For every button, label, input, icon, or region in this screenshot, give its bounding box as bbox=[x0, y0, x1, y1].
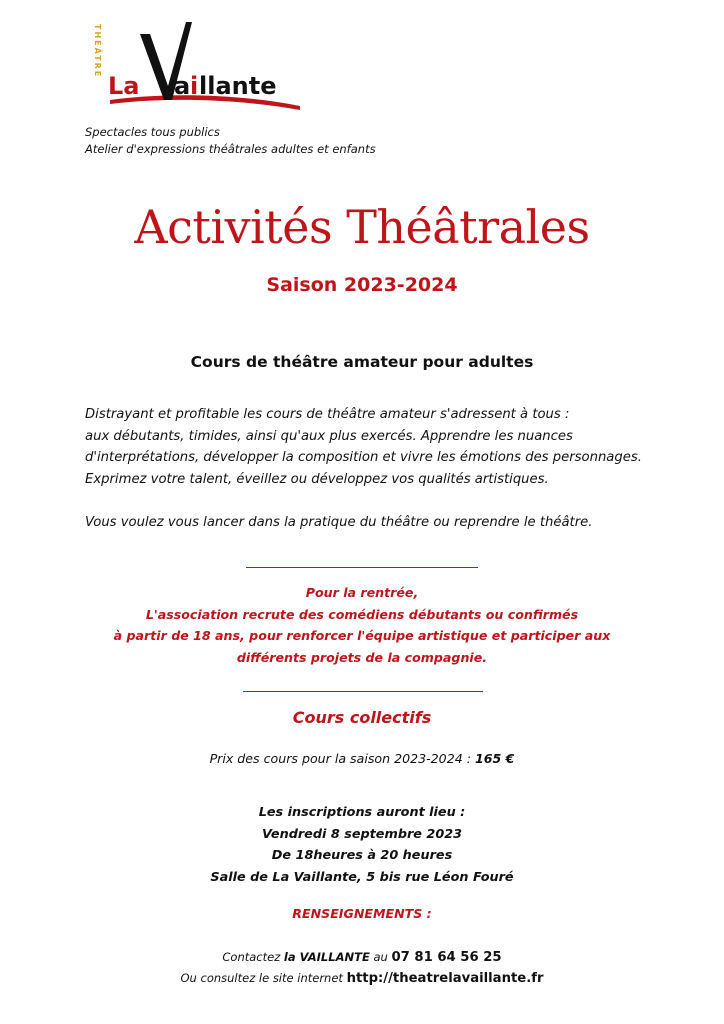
courses-heading: Cours collectifs bbox=[292, 708, 432, 727]
recruitment-notice bbox=[0, 582, 724, 668]
intro-paragraph bbox=[85, 404, 685, 533]
price-label: Prix des cours pour la saison 2023-2024 : bbox=[209, 751, 475, 766]
intro-line: Exprimez votre talent, éveillez ou développez vos qualités artistiques. bbox=[85, 471, 549, 487]
contact-la: la bbox=[283, 950, 300, 964]
recruitment-line: différents projets de la compagnie. bbox=[236, 649, 488, 665]
recruitment-line: L'association recrute des comédiens débutants ou confirmés bbox=[145, 606, 579, 622]
contact-name: VAILLANTE bbox=[299, 950, 370, 964]
contact-prefix: Contactez bbox=[222, 950, 284, 964]
recruitment-line: à partir de 18 ans, pour renforcer l'équipe artistique et participer aux bbox=[113, 628, 611, 643]
intro-line: Distrayant et profitable les cours de théâtre amateur s'adressent à tous : bbox=[85, 407, 570, 422]
info-heading: RENSEIGNEMENTS : bbox=[292, 906, 432, 921]
website-prefix: Ou consultez le site internet bbox=[180, 971, 347, 985]
divider-top bbox=[246, 567, 478, 568]
phone-number[interactable]: 07 81 64 56 25 bbox=[391, 950, 502, 965]
registration-block bbox=[0, 802, 724, 888]
section-subtitle: Cours de théâtre amateur pour adultes bbox=[190, 353, 534, 371]
registration-line: Les inscriptions auront lieu : bbox=[258, 805, 466, 820]
season-heading: Saison 2023-2024 bbox=[266, 274, 458, 296]
tagline-public: Spectacles tous publics bbox=[85, 125, 220, 139]
tagline-workshop: Atelier d'expressions théâtrales adultes et enfants bbox=[85, 142, 376, 156]
intro-closing: Vous voulez vous lancer dans la pratique du théâtre ou reprendre le théâtre. bbox=[85, 514, 593, 530]
recruitment-line: Pour la rentrée, bbox=[305, 585, 419, 600]
logo-a: a bbox=[174, 72, 191, 100]
logo-i: i bbox=[190, 72, 199, 100]
theatre-logo bbox=[88, 14, 306, 112]
divider-bottom bbox=[243, 691, 483, 692]
price-value: 165 € bbox=[474, 751, 515, 766]
logo-graphic bbox=[88, 14, 306, 112]
registration-line: Vendredi 8 septembre 2023 bbox=[261, 826, 463, 842]
contact-line bbox=[0, 946, 724, 965]
website-link[interactable]: http://theatrelavaillante.fr bbox=[346, 971, 544, 986]
page-title: Activités Théâtrales bbox=[134, 200, 590, 254]
logo-rest: llante bbox=[199, 72, 277, 100]
intro-line: aux débutants, timides, ainsi qu'aux plus exercés. Apprendre les nuances bbox=[85, 428, 573, 444]
intro-line: d'interprétations, développer la composition et vivre les émotions des personnages. bbox=[85, 450, 642, 465]
registration-line: De 18heures à 20 heures bbox=[271, 848, 453, 863]
logo-vertical-text: THÉÂTRE bbox=[93, 24, 102, 79]
website-line bbox=[0, 967, 724, 986]
price-line bbox=[0, 751, 724, 766]
contact-au: au bbox=[369, 950, 392, 964]
registration-line: Salle de La Vaillante, 5 bis rue Léon Fouré bbox=[210, 869, 514, 885]
logo-la: La bbox=[108, 72, 140, 100]
